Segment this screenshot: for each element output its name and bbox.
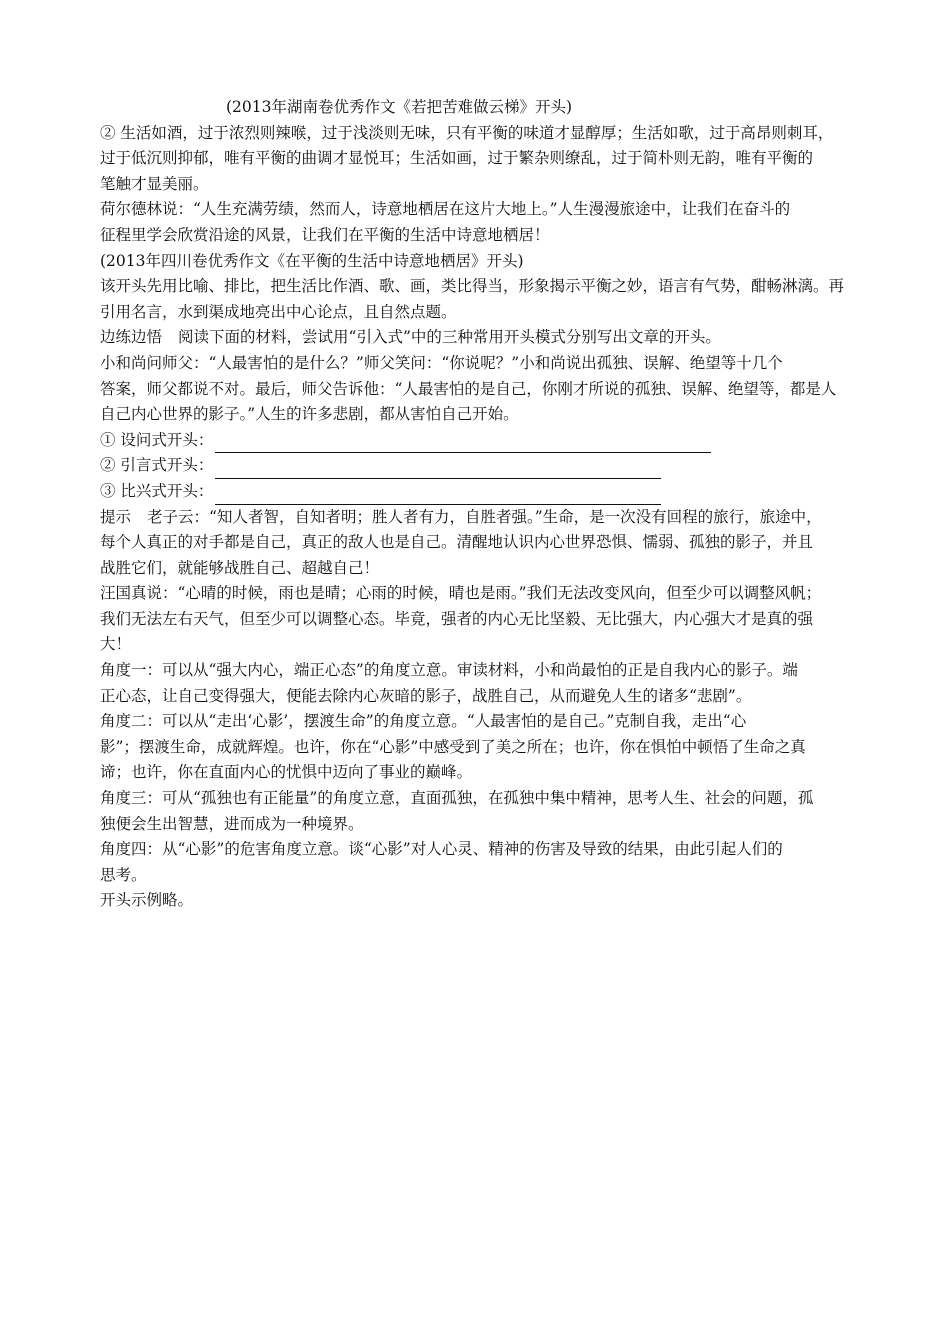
- answer-quote-opening: [100, 453, 860, 479]
- analysis-line: 该开头先用比喻、排比，把生活比作酒、歌、画，类比得当，形象揭示平衡之妙，语言有气势，酣畅淋漓。再: [100, 277, 845, 296]
- hint-line: 我们无法左右天气，但至少可以调整心态。毕竟，强者的内心无比坚毅、无比强大，内心强大才是真的强: [100, 609, 814, 628]
- blank-label: ③ 比兴式开头：: [100, 481, 214, 500]
- hint-line: 每个人真正的对手都是自己，真正的敌人也是自己。清醒地认识内心世界恐惧、懦弱、孤独的影子，并且: [100, 533, 814, 552]
- analysis-line: 引用名言，水到渠成地亮出中心论点，且自然点题。: [100, 302, 457, 321]
- hint-label: 提示: [100, 507, 132, 526]
- angle-line: 角度二：可以从“走出‘心影’，摆渡生命”的角度立意。“人最害怕的是自己。”克制自我，走出“心: [100, 712, 747, 731]
- hint-line: 汪国真说：“心晴的时候，雨也是晴；心雨的时候，晴也是雨。”我们无法改变风向，但至少可以调整风帆；: [100, 584, 822, 603]
- angle-line: 角度四：从“心影”的危害角度立意。谈“心影”对人心灵、精神的伤害及导致的结果，由此引起人们的: [100, 840, 783, 859]
- answer-blank[interactable]: [215, 434, 711, 453]
- hint-line: 大！: [100, 635, 132, 654]
- angle-line: 角度一：可以从“强大内心，端正心态”的角度立意。审读材料，小和尚最怕的正是自我内心的影子。端: [100, 661, 798, 680]
- text-line: 过于低沉则抑郁，唯有平衡的曲调才显悦耳；生活如画，过于繁杂则缭乱，过于简朴则无韵，唯有平衡的: [100, 149, 814, 168]
- hint-line: 战胜它们，就能够战胜自己、超越自己！: [100, 558, 380, 577]
- text-line: 笔触才显美丽。: [100, 174, 209, 193]
- answer-blank[interactable]: [215, 486, 661, 505]
- angle-line: 谛；也许，你在直面内心的忧惧中迈向了事业的巅峰。: [100, 763, 473, 782]
- blank-label: ② 引言式开头：: [100, 456, 214, 475]
- answer-question-opening: [100, 428, 860, 454]
- hint-heading: [100, 505, 860, 531]
- answer-blank[interactable]: [215, 460, 661, 479]
- text-line: 荷尔德林说：“人生充满劳绩，然而人，诗意地栖居在这片大地上。”人生漫漫旅途中，让我们在奋斗的: [100, 200, 791, 219]
- material-line: 小和尚问师父：“人最害怕的是什么？”师父笑问：“你说呢？”小和尚说出孤独、误解、绝望等十几个: [100, 353, 783, 372]
- source-citation-hunan: (2013年湖南卷优秀作文《若把苦难做云梯》开头): [226, 98, 573, 116]
- text-line: 征程里学会欣赏沿途的风景，让我们在平衡的生活中诗意地栖居！: [100, 225, 550, 244]
- blank-label: ① 设问式开头：: [100, 430, 214, 449]
- angle-line: 角度三：可从“孤独也有正能量”的角度立意，直面孤独，在孤独中集中精神，思考人生、社会的问题，孤: [100, 789, 814, 808]
- source-citation-sichuan: (2013年四川卷优秀作文《在平衡的生活中诗意地栖居》开头): [100, 251, 524, 270]
- angle-line: 独便会生出智慧，进而成为一种境界。: [100, 814, 364, 833]
- exercise-heading: [100, 325, 860, 351]
- hint-text: 老子云：“知人者智，自知者明；胜人者有力，自胜者强。”生命，是一次没有回程的旅行，旅途中，: [147, 507, 822, 526]
- material-line: 答案，师父都说不对。最后，师父告诉他：“人最害怕的是自己，你刚才所说的孤独、误解、绝望等，都是人: [100, 379, 837, 398]
- text-line: ② 生活如酒，过于浓烈则辣喉，过于浅淡则无味，只有平衡的味道才显醇厚；生活如歌，过于高昂则刺耳，: [100, 123, 834, 142]
- exercise-instruction: 阅读下面的材料，尝试用“引入式”中的三种常用开头模式分别写出文章的开头。: [178, 328, 721, 347]
- closing-line: 开头示例略。: [100, 891, 194, 910]
- document-body: [100, 95, 860, 914]
- angle-line: 影”；摆渡生命，成就辉煌。也许，你在“心影”中感受到了美之所在；也许，你在惧怕中顿悟了生命之真: [100, 737, 806, 756]
- answer-analogy-opening: [100, 479, 860, 505]
- angle-line: 思考。: [100, 865, 147, 884]
- exercise-label: 边练边悟: [100, 328, 163, 347]
- material-line: 自己内心世界的影子。”人生的许多悲剧，都从害怕自己开始。: [100, 405, 519, 424]
- angle-line: 正心态，让自己变得强大，便能去除内心灰暗的影子，战胜自己，从而避免人生的诸多“悲剧”。: [100, 686, 752, 705]
